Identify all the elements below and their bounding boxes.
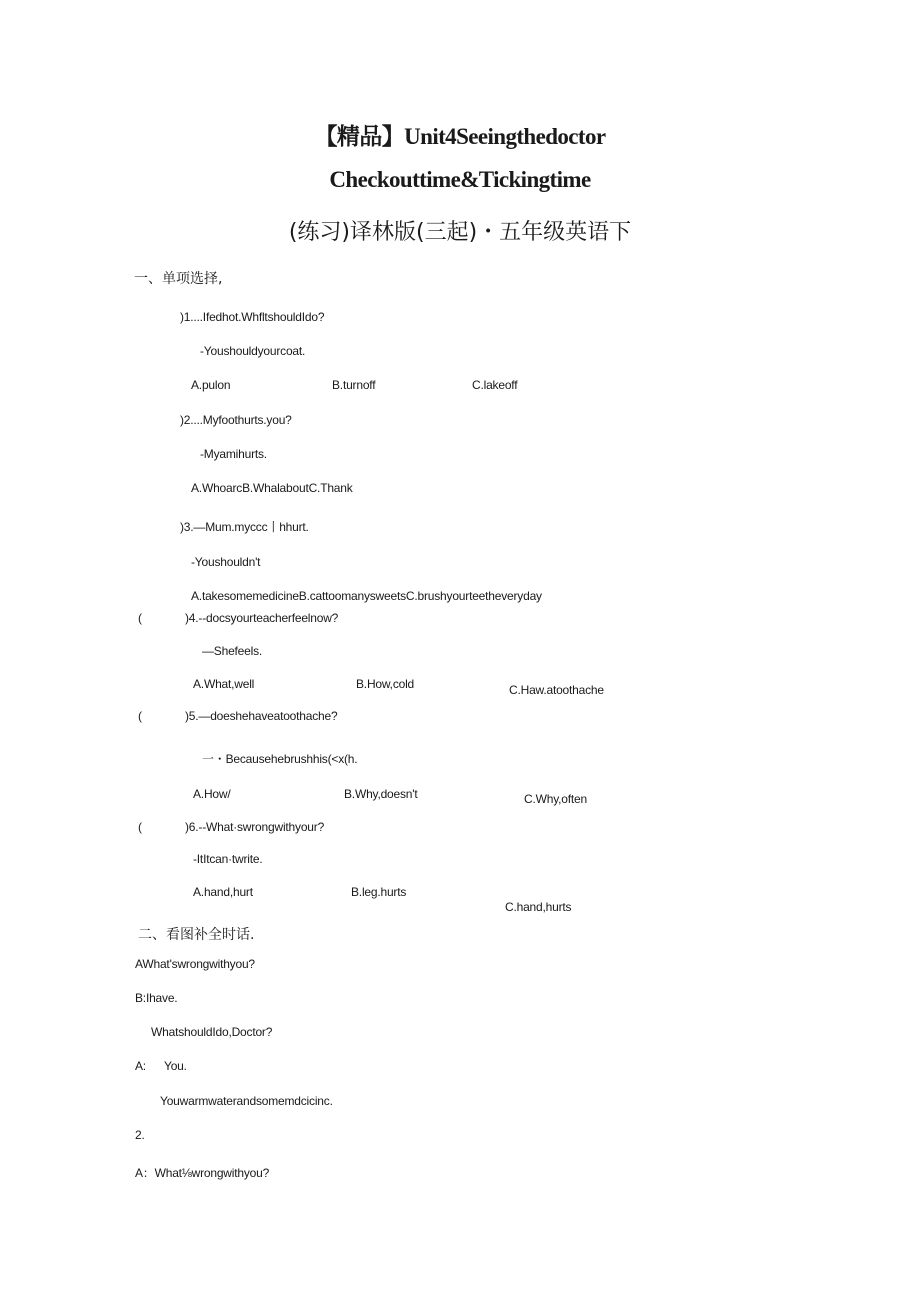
dialogue-speaker: A: xyxy=(135,1059,146,1073)
question-2-answer: -Myamihurts. xyxy=(200,447,267,461)
dialogue-line: WhatshouldIdo,Doctor? xyxy=(151,1025,273,1039)
section-heading-choice: 一、单项选择, xyxy=(134,271,223,287)
question-3-options: A.takesomemedicineB.cattoomanysweetsC.brushyourteetheveryday xyxy=(191,589,542,603)
question-5-option-c: C.Why,often xyxy=(524,792,587,806)
page-subtitle-cn: (练习)译林版(三起)・五年级英语下 xyxy=(288,220,632,245)
question-2-options: A.WhoarcB.WhalaboutC.Thank xyxy=(191,481,353,495)
question-1-option-a: A.pulon xyxy=(191,378,231,392)
question-1-option-c: C.lakeoff xyxy=(472,378,518,392)
question-6-option-c: C.hand,hurts xyxy=(505,900,572,914)
question-4-answer: —Shefeels. xyxy=(202,644,263,658)
section-heading-dialogue: 二、看图补全时话. xyxy=(138,927,255,943)
question-4-option-a: A.What,well xyxy=(193,677,255,691)
dialogue-line: AWhat'swrongwithyou? xyxy=(135,957,255,971)
dialogue-line: A：What⅛wrongwithyou? xyxy=(135,1166,270,1180)
question-1-stem: )1....Ifedhot.WhfltshouldIdo? xyxy=(180,310,325,324)
question-3-answer: -Youshouldn't xyxy=(191,555,261,569)
question-6-option-a: A.hand,hurt xyxy=(193,885,253,899)
page-subtitle: Checkouttime&Tickingtime xyxy=(329,167,591,192)
dialogue-line: B:Ihave. xyxy=(135,991,178,1005)
question-3-stem: )3.—Mum.myccc丨hhurt. xyxy=(180,520,309,534)
question-6-answer: -ItItcan·twrite. xyxy=(193,852,263,866)
question-6-paren: ( xyxy=(138,820,142,834)
dialogue-number: 2. xyxy=(135,1128,145,1142)
question-4-paren: ( xyxy=(138,611,142,625)
question-6-stem: )6.--What·swrongwithyour? xyxy=(185,820,325,834)
question-4-stem: )4.--docsyourteacherfeelnow? xyxy=(185,611,339,625)
page-title: 【精品】Unit4Seeingthedoctor xyxy=(314,124,606,149)
question-4-option-c: C.Haw.atoothache xyxy=(509,683,604,697)
question-5-paren: ( xyxy=(138,709,142,723)
question-5-option-b: B.Why,doesn't xyxy=(344,787,418,801)
question-5-answer: 一・Becausehebrushhis(<x(h. xyxy=(202,752,358,766)
question-2-stem: )2....Myfoothurts.you? xyxy=(180,413,292,427)
question-5-stem: )5.—doeshehaveatoothache? xyxy=(185,709,338,723)
question-4-option-b: B.How,cold xyxy=(356,677,415,691)
dialogue-line: You. xyxy=(164,1059,187,1073)
question-1-answer: -Youshouldyourcoat. xyxy=(200,344,306,358)
question-1-option-b: B.turnoff xyxy=(332,378,376,392)
dialogue-line: Youwarmwaterandsomemdcicinc. xyxy=(160,1094,333,1108)
question-5-option-a: A.How/ xyxy=(193,787,231,801)
question-6-option-b: B.leg.hurts xyxy=(351,885,407,899)
